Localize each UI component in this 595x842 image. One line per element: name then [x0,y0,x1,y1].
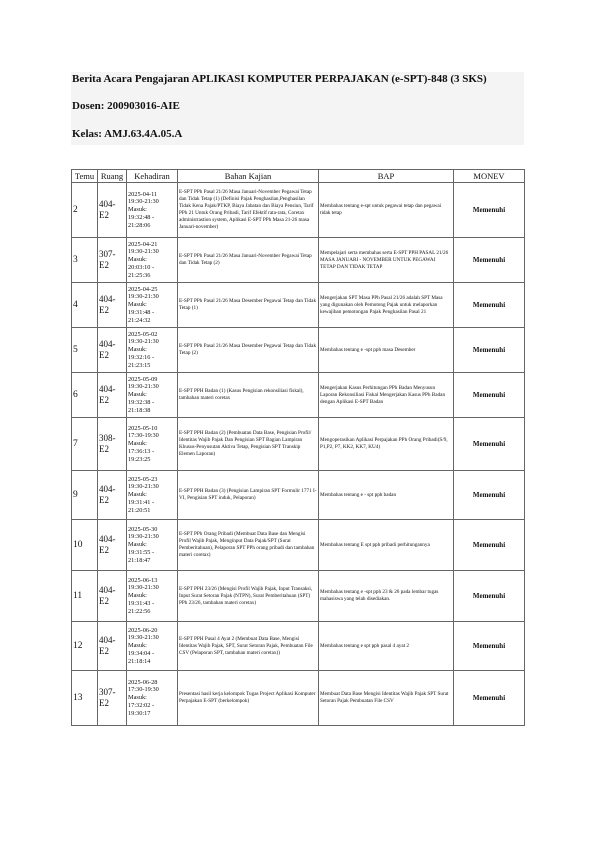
kehadiran-line: 2025-05-23 [128,475,158,483]
cell-bahan-kajian: E-SPT PPH Pasal 4 Ayat 2 (Membuat Data Base, Mengisi Identitas Wajib Pajak, SPT, Surat Setoran Pajak, Pembuatan File CSV (Pelaporan SPT, tambahan materi coretax)) [178,622,319,671]
kehadiran-line: 19:30:17 [128,709,151,717]
kehadiran-line: 17:36:13 - [128,447,155,455]
kehadiran-line: 19:32:16 - [128,353,155,361]
cell-monev: Memenuhi [454,183,525,238]
cell-kehadiran [127,571,178,622]
cell-bap: Membahas tentang e spt pph pasal 4 ayat 2 [319,622,454,671]
cell-bap: Membuat Data Base Mengisi Identitas Wajib Pajak SPT Surat Setoran Pajak Pembuatan File CSV [319,671,454,726]
kehadiran-line: 19:30-21:30 [128,483,159,491]
lecturer-line: Dosen: 200903016-AIE [72,100,180,112]
kehadiran-line: 2025-06-28 [128,678,158,686]
table-row [72,471,525,520]
kehadiran-line: 19:31:55 - [128,548,155,556]
kehadiran-line: 19:30-21:30 [128,338,159,346]
cell-monev: Memenuhi [454,418,525,471]
kehadiran-line: 19:23:25 [128,455,151,463]
kehadiran-line: Masuk: [128,642,147,650]
table-row [72,283,525,328]
cell-bahan-kajian: E-SPT PPH Badan (2) (Pembuatan Data Base, Pengisian Profil/ Identitas Wajib Pajak Dan Pengisian SPT Bagian Lampiran Khusus-Penyusutan Aktiva Tetap, Pengisian SPT Transkip Elemen Laporan) [178,418,319,471]
cell-ruang: 307-E2 [98,671,127,726]
kehadiran-line: Masuk: [128,592,147,600]
cell-monev: Memenuhi [454,283,525,328]
kehadiran-line: 21:18:38 [128,406,151,414]
kehadiran-line: 17:30-19:30 [128,432,159,440]
cell-bahan-kajian: E-SPT PPh Pasal 21/26 Masa Desember Pegawai Tetap dan Tidak Tetap (1) [178,283,319,328]
cell-bahan-kajian: E-SPT PPh Orang Pribadi (Membuat Data Base dan Mengisi Profil Wajib Pajak, Menginput Data Pajak/SPT (Surat Pemberitahuan), Pelaporan SPT PPh orang pribadi dan tambahan materi coretax) [178,520,319,571]
page-title: Berita Acara Pengajaran APLIKASI KOMPUTER PERPAJAKAN (e-SPT)-848 (3 SKS) [72,73,487,85]
kehadiran-line: 21:23:15 [128,361,151,369]
kehadiran-line: 19:30-21:30 [128,584,159,592]
cell-temu: 3 [72,238,98,283]
kehadiran-line: Masuk: [128,206,147,214]
kehadiran-line: Masuk: [128,694,147,702]
cell-kehadiran [127,520,178,571]
kehadiran-line: 2025-05-02 [128,330,158,338]
column-header-ruang: Ruang [98,170,127,183]
kehadiran-line: 2025-05-30 [128,525,158,533]
column-header-bahan-kajian: Bahan Kajian [178,170,319,183]
cell-temu: 9 [72,471,98,520]
cell-temu: 4 [72,283,98,328]
cell-ruang: 404-E2 [98,622,127,671]
kehadiran-line: 19:30-21:30 [128,248,159,256]
cell-bahan-kajian: E-SPT PPh Pasal 21/26 Masa Desember Pegawai Tetap dan Tidak Tetap (2) [178,328,319,373]
cell-temu: 12 [72,622,98,671]
kehadiran-line: 17:32:02 - [128,701,155,709]
table-row [72,520,525,571]
cell-ruang: 404-E2 [98,283,127,328]
cell-temu: 6 [72,373,98,418]
kehadiran-line: 19:32:38 - [128,398,155,406]
column-header-kehadiran: Kehadiran [127,170,178,183]
cell-ruang: 308-E2 [98,418,127,471]
column-header-monev: MONEV [454,170,525,183]
cell-temu: 2 [72,183,98,238]
table-row [72,328,525,373]
kehadiran-line: 19:31:41 - [128,498,155,506]
kehadiran-line: 21:24:32 [128,316,151,324]
cell-bahan-kajian: E-SPT PPH Badan (3) (Pengisian Lampiran SPT Formulir 1771 I-VI, Pengisian SPT induk, Pelaporan) [178,471,319,520]
cell-bap: Membahas tentang e -spt pph 23 & 26 pada lembar tugas mahasiswa yang telah disediakan. [319,571,454,622]
kehadiran-line: Masuk: [128,491,147,499]
cell-bahan-kajian: E-SPT PPh Pasal 21/26 Masa Januari-November Pegawai Tetap dan Tidak Tetap (2) [178,238,319,283]
cell-bap: Membahas tentang e - spt pph badan [319,471,454,520]
kehadiran-line: 19:31:48 - [128,308,155,316]
cell-kehadiran [127,622,178,671]
kehadiran-line: Masuk: [128,301,147,309]
cell-monev: Memenuhi [454,520,525,571]
cell-bahan-kajian: E-SPT PPH 23/26 (Mengisi Profil Wajib Pajak, Input Transaksi, Input Surat Setoran Pajak (NTPN), Surat Pemberitahuan (SPT) PPh 23/26, tambahan materi coretax) [178,571,319,622]
class-line: Kelas: AMJ.63.4A.05.A [72,128,183,140]
cell-kehadiran [127,238,178,283]
kehadiran-line: 21:18:14 [128,657,151,665]
table-row [72,671,525,726]
cell-monev: Memenuhi [454,571,525,622]
cell-temu: 13 [72,671,98,726]
table-row [72,622,525,671]
cell-monev: Memenuhi [454,238,525,283]
kehadiran-line: 2025-05-10 [128,424,158,432]
kehadiran-line: Masuk: [128,346,147,354]
kehadiran-line: 19:30-21:30 [128,293,159,301]
cell-temu: 5 [72,328,98,373]
cell-kehadiran [127,283,178,328]
cell-bahan-kajian: E-SPT PPh Pasal 21/26 Masa Januari-November Pegawai Tetap dan Tidak Tetap (1) (Definisi Pajak Penghasilan,Penghasilan Tidak Kena Pajak/PTKP, Biaya Jabatan dan Biaya Pensiun, Tarif PPh 21 Untuk Orang Pribadi, Tarif Efektif rata-rata, Coretax administrastion system, Aplikasi E-SPT PPh Masa 21-26 masa Januari-november) [178,183,319,238]
table-row [72,183,525,238]
column-header-temu: Temu [72,170,98,183]
cell-bap: Membahas tentang E spt pph pribadi perhitungannya [319,520,454,571]
table-row [72,238,525,283]
cell-monev: Memenuhi [454,328,525,373]
kehadiran-line: 19:30-21:30 [128,198,159,206]
cell-ruang: 404-E2 [98,571,127,622]
kehadiran-line: Masuk: [128,391,147,399]
cell-ruang: 404-E2 [98,183,127,238]
kehadiran-line: 21:18:47 [128,556,151,564]
cell-bahan-kajian: Presentasi hasil kerja kelompok Tugas Project Aplikasi Komputer Perpajakan E-SPT (berkelompok) [178,671,319,726]
kehadiran-line: 21:22:56 [128,607,151,615]
column-header-bap: BAP [319,170,454,183]
kehadiran-line: 19:31:43 - [128,599,155,607]
cell-monev: Memenuhi [454,373,525,418]
cell-kehadiran [127,418,178,471]
cell-monev: Memenuhi [454,671,525,726]
kehadiran-line: 19:30-21:30 [128,634,159,642]
cell-kehadiran [127,373,178,418]
cell-bap: Membahas tentang e-spt untuk pegawai tetap dan pegawai tidak tetap [319,183,454,238]
cell-bahan-kajian: E-SPT PPH Badan (1) (Kasus Pengisian rekonsiliasi fiskal), tambahan materi coretax [178,373,319,418]
cell-kehadiran [127,328,178,373]
kehadiran-line: Masuk: [128,541,147,549]
cell-temu: 7 [72,418,98,471]
kehadiran-line: 19:30-21:30 [128,383,159,391]
cell-bap: Mengoperasikan Aplikasi Perpajakan PPh Orang Pribadi(S/9, P1,P2, P7, KK2, KK7, KU4) [319,418,454,471]
kehadiran-line: 2025-04-21 [128,240,158,248]
kehadiran-line: 20:03:10 - [128,263,155,271]
kehadiran-line: Masuk: [128,440,147,448]
cell-ruang: 307-E2 [98,238,127,283]
cell-bap: Mempelajari serta membahas serta E-SPT PPH PASAL 21/26 MASA JANUARI - NOVEMBER UNTUK PEGAWAI TETAP DAN TIDAK TETAP [319,238,454,283]
kehadiran-line: 17:30-19:30 [128,686,159,694]
kehadiran-line: 2025-06-13 [128,576,158,584]
document-header [71,72,524,145]
cell-ruang: 404-E2 [98,373,127,418]
teaching-record-table [71,169,525,726]
table-header-row [72,170,525,183]
cell-kehadiran [127,183,178,238]
kehadiran-line: 19:34:04 - [128,649,155,657]
cell-monev: Memenuhi [454,622,525,671]
cell-bap: Mengerjakan SPT Masa PPh Pasal 21/26 adalah SPT Masa yang digunakan oleh Pemotong Pajak untuk melaporkan kewajiban pemotongan Pajak Penghasilan Pasal 21 [319,283,454,328]
kehadiran-line: 21:25:36 [128,271,151,279]
kehadiran-line: 2025-04-25 [128,285,158,293]
kehadiran-line: 21:28:06 [128,221,151,229]
cell-monev: Memenuhi [454,471,525,520]
cell-bap: Mengerjakan Kasus Perhitungan PPh Badan Menyusun Laporan Rekonsiliasi Fiskal Mengerjakan Kasus PPh Badan dengan Aplikasi E-SPT Badan [319,373,454,418]
cell-temu: 11 [72,571,98,622]
kehadiran-line: 19:30-21:30 [128,533,159,541]
cell-kehadiran [127,671,178,726]
kehadiran-line: 19:32:48 - [128,213,155,221]
cell-bap: Membahas tentang e -spt pph masa Desember [319,328,454,373]
kehadiran-line: Masuk: [128,256,147,264]
cell-temu: 10 [72,520,98,571]
table-row [72,373,525,418]
cell-ruang: 404-E2 [98,471,127,520]
kehadiran-line: 21:20:51 [128,506,151,514]
kehadiran-line: 2025-05-09 [128,375,158,383]
table-row [72,571,525,622]
cell-ruang: 404-E2 [98,520,127,571]
kehadiran-line: 2025-06-20 [128,626,158,634]
cell-ruang: 404-E2 [98,328,127,373]
cell-kehadiran [127,471,178,520]
kehadiran-line: 2025-04-11 [128,190,158,198]
table-row [72,418,525,471]
